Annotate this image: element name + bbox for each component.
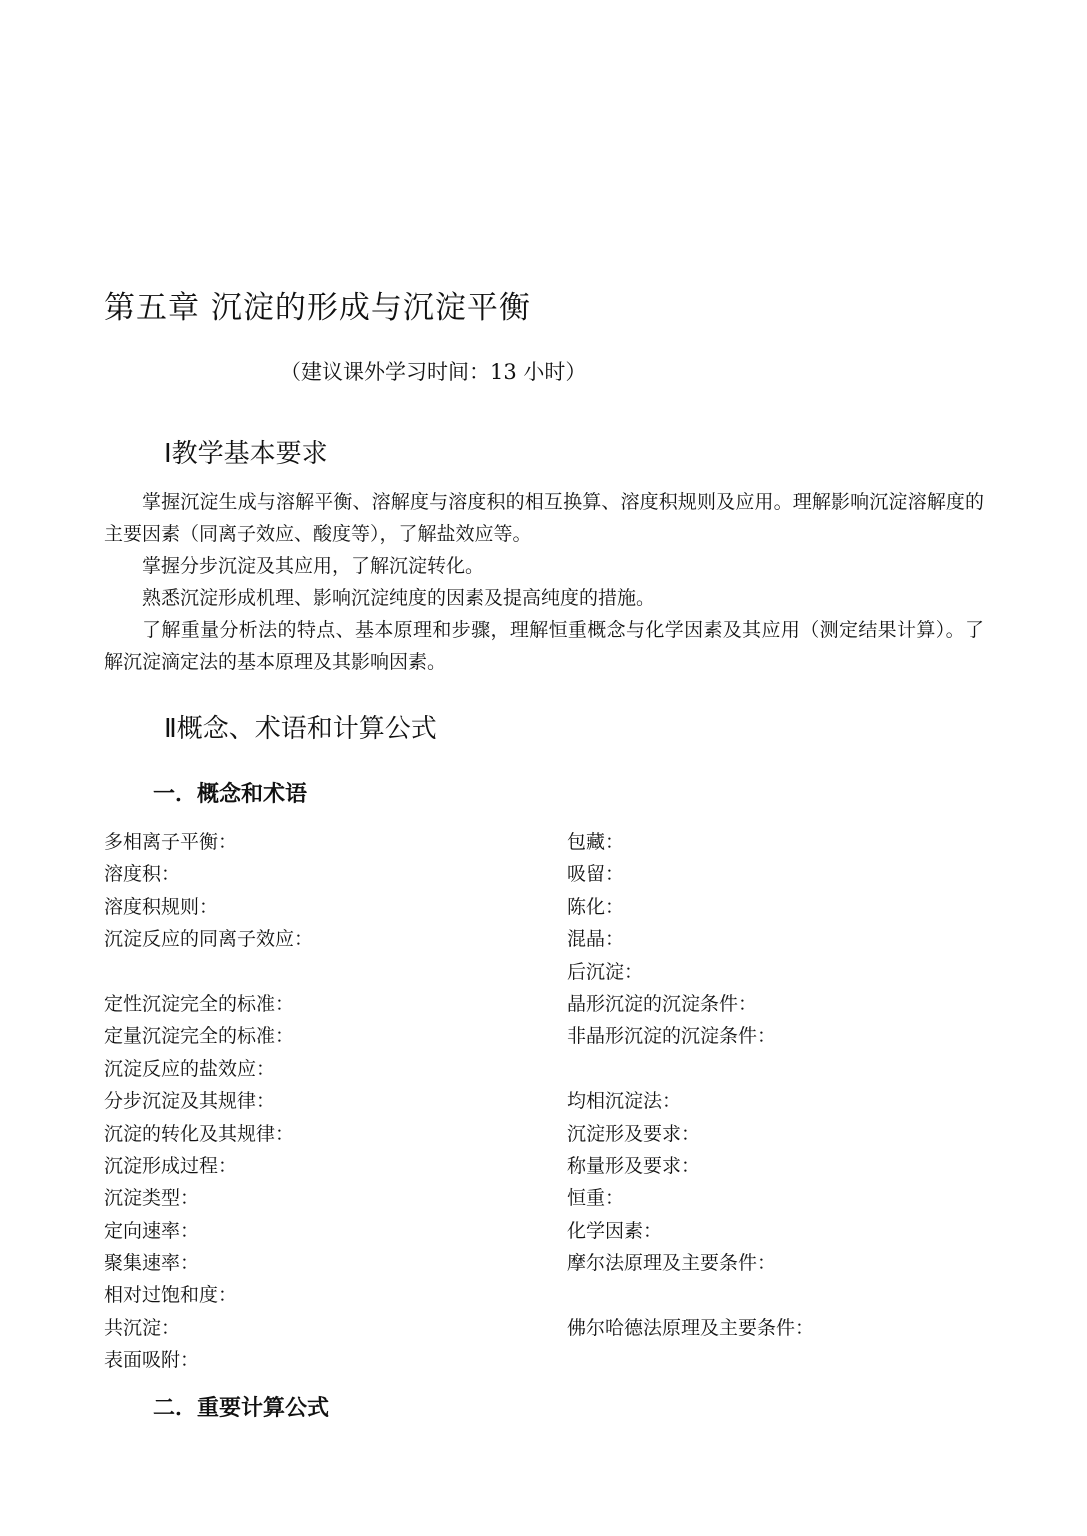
terms-list bbox=[104, 826, 984, 1377]
term-row bbox=[104, 1182, 984, 1214]
term-right: 混晶： bbox=[567, 928, 625, 951]
term-left: 溶度积： bbox=[104, 863, 181, 886]
requirement-paragraph: 了解重量分析法的特点、基本原理和步骤，理解恒重概念与化学因素及其应用（测定结果计算）。了解沉淀滴定法的基本原理及其影响因素。 bbox=[104, 619, 984, 673]
subheading-concepts-terms: 一．概念和术语 bbox=[153, 782, 308, 807]
term-left: 沉淀反应的同离子效应： bbox=[104, 928, 314, 951]
term-right: 恒重： bbox=[567, 1187, 625, 1210]
term-left: 多相离子平衡： bbox=[104, 831, 238, 853]
term-left: 沉淀形成过程： bbox=[104, 1154, 238, 1177]
term-row bbox=[104, 891, 984, 923]
term-left: 定性沉淀完全的标准： bbox=[104, 992, 295, 1015]
term-right: 吸留： bbox=[567, 863, 625, 886]
chapter-title: 第五章 沉淀的形成与沉淀平衡 bbox=[104, 290, 531, 326]
requirement-paragraph: 熟悉沉淀形成机理、影响沉淀纯度的因素及提高纯度的措施。 bbox=[142, 587, 656, 609]
term-row bbox=[104, 826, 984, 858]
term-left: 沉淀类型： bbox=[104, 1187, 200, 1210]
section-heading-concepts: Ⅱ概念、术语和计算公式 bbox=[164, 714, 437, 744]
term-left bbox=[104, 956, 567, 988]
term-right: 沉淀形及要求： bbox=[567, 1122, 701, 1145]
term-row bbox=[104, 923, 984, 955]
study-time-note: （建议课外学习时间：13 小时） bbox=[280, 360, 587, 384]
requirement-paragraph: 掌握沉淀生成与溶解平衡、溶解度与溶度积的相互换算、溶度积规则及应用。理解影响沉淀溶解度的主要因素（同离子效应、酸度等），了解盐效应等。 bbox=[104, 491, 984, 545]
term-left: 表面吸附： bbox=[104, 1349, 200, 1372]
requirement-paragraph: 掌握分步沉淀及其应用，了解沉淀转化。 bbox=[142, 555, 485, 577]
term-row bbox=[104, 1150, 984, 1182]
term-right: 晶形沉淀的沉淀条件： bbox=[567, 992, 758, 1015]
term-right: 包藏： bbox=[567, 831, 625, 853]
requirements-body bbox=[104, 486, 984, 678]
term-row bbox=[104, 1344, 984, 1376]
term-right: 陈化： bbox=[567, 895, 625, 918]
term-left: 定向速率： bbox=[104, 1219, 200, 1242]
term-row bbox=[104, 1312, 984, 1344]
term-row bbox=[104, 956, 984, 988]
term-right: 均相沉淀法： bbox=[567, 1090, 682, 1113]
term-row bbox=[104, 1279, 984, 1311]
term-left: 沉淀的转化及其规律： bbox=[104, 1122, 295, 1145]
term-left: 定量沉淀完全的标准： bbox=[104, 1025, 295, 1048]
term-right bbox=[567, 1279, 984, 1311]
term-right: 非晶形沉淀的沉淀条件： bbox=[567, 1025, 777, 1048]
term-left: 溶度积规则： bbox=[104, 895, 219, 918]
subheading-formulas: 二．重要计算公式 bbox=[153, 1396, 330, 1421]
term-row bbox=[104, 988, 984, 1020]
term-right bbox=[567, 1344, 984, 1376]
term-row bbox=[104, 1053, 984, 1085]
term-right: 化学因素： bbox=[567, 1219, 663, 1242]
term-left: 共沉淀： bbox=[104, 1316, 181, 1339]
term-left: 沉淀反应的盐效应： bbox=[104, 1057, 276, 1080]
term-left: 相对过饱和度： bbox=[104, 1284, 238, 1307]
term-left: 分步沉淀及其规律： bbox=[104, 1090, 276, 1113]
term-row bbox=[104, 858, 984, 890]
term-row bbox=[104, 1215, 984, 1247]
term-right: 称量形及要求： bbox=[567, 1154, 701, 1177]
term-right: 后沉淀： bbox=[567, 960, 644, 983]
term-row bbox=[104, 1020, 984, 1052]
term-right: 佛尔哈德法原理及主要条件： bbox=[567, 1316, 815, 1339]
section-heading-requirements: Ⅰ教学基本要求 bbox=[164, 439, 328, 469]
term-right: 摩尔法原理及主要条件： bbox=[567, 1252, 777, 1275]
term-row bbox=[104, 1247, 984, 1279]
term-left: 聚集速率： bbox=[104, 1252, 200, 1275]
term-row bbox=[104, 1085, 984, 1117]
term-right bbox=[567, 1053, 984, 1085]
term-row bbox=[104, 1118, 984, 1150]
